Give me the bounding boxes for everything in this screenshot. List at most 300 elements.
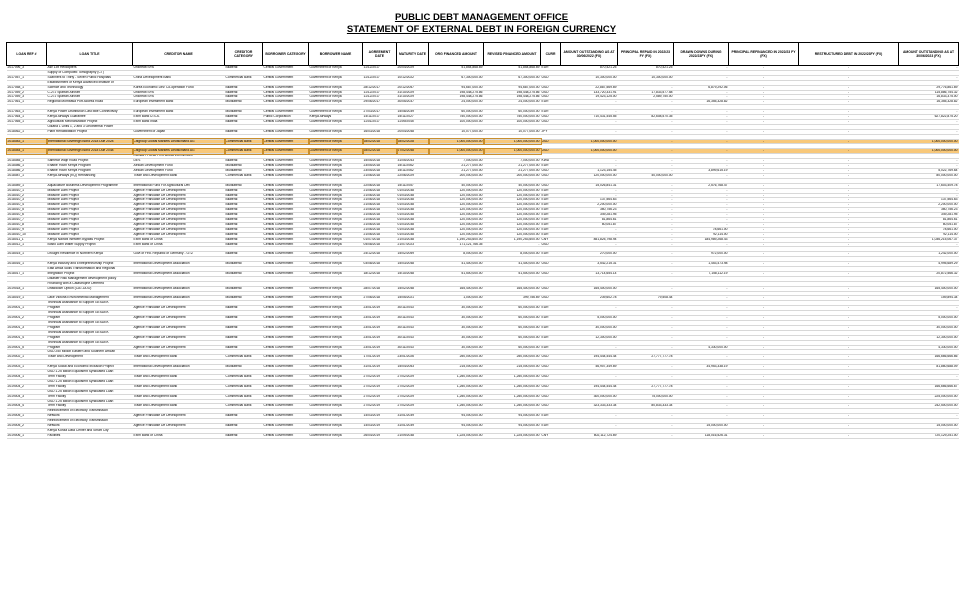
- table-cell: -: [674, 139, 729, 144]
- table-cell: CNY: [541, 433, 561, 438]
- table-cell: 92,114.00: [899, 232, 959, 237]
- table-cell: 30,000,000.00: [429, 345, 484, 350]
- table-cell: 250,000,000.00: [429, 355, 484, 360]
- table-cell: 17,833,577.58: [618, 90, 674, 95]
- table-cell: 2018016_1: [7, 262, 47, 267]
- table-cell: Aquaculture Business Development Programme: [47, 183, 133, 188]
- table-cell: 2017065_1: [7, 119, 47, 124]
- table-cell: 1,250,000,000.00: [484, 384, 541, 389]
- table-cell: 2019004_3: [7, 394, 47, 399]
- table-cell: Central Government: [263, 424, 309, 429]
- table-cell: -: [729, 75, 799, 80]
- report-subtitle: STATEMENT OF EXTERNAL DEBT IN FOREIGN CURRENCY: [346, 24, 617, 35]
- table-cell: 2018010_1: [7, 188, 47, 193]
- table-cell: Bilateral: [225, 218, 263, 223]
- table-cell: 28/02/2028: [397, 139, 429, 144]
- table-cell: Bilateral: [225, 85, 263, 90]
- table-cell: Bilateral: [225, 193, 263, 198]
- table-cell: Bilateral: [225, 90, 263, 95]
- table-cell: Government of Kenya: [309, 188, 363, 193]
- table-cell: 20/04/2029: [397, 66, 429, 71]
- table-cell: Commercial Bank: [225, 173, 263, 178]
- table-cell: -: [674, 119, 729, 124]
- table-cell: EUR: [541, 198, 561, 203]
- table-cell: Multilateral: [225, 183, 263, 188]
- table-cell: 51,854,868.69: [429, 66, 484, 71]
- table-cell: 41,400,000.00: [484, 262, 541, 267]
- table-cell: 1,250,000,000.00: [429, 384, 484, 389]
- table-cell: 1,000,000,000.00: [561, 149, 618, 154]
- table-cell: 81,864.61: [899, 218, 959, 223]
- table-cell: -: [561, 188, 618, 193]
- table-cell: 2019018_1: [7, 286, 47, 291]
- table-cell: Bilateral: [225, 232, 263, 237]
- table-cell: Agence Francaise De Development: [133, 227, 225, 232]
- table-cell: 15/11/2062: [397, 168, 429, 173]
- table-cell: 18/12/2018: [363, 271, 397, 276]
- table-cell: -: [729, 365, 799, 370]
- table-cell: Reinforcement of Electricity Transmission: [47, 409, 133, 414]
- table-cell: Unicredit SPA: [133, 95, 225, 100]
- table-cell: 30,000,000.00: [429, 335, 484, 340]
- table-cell: USD: [541, 271, 561, 276]
- table-cell: -: [618, 183, 674, 188]
- table-cell: Commercial Bank: [225, 149, 263, 154]
- table-cell: 27/02/2029: [397, 374, 429, 379]
- table-cell: Government of Kenya: [309, 374, 363, 379]
- table-cell: 01/03/2038: [397, 232, 429, 237]
- table-cell: AW 139 Helicopters: [47, 66, 133, 71]
- table-cell: 21/06/2018: [363, 188, 397, 193]
- table-cell: 92,114.00: [674, 232, 729, 237]
- table-cell: -: [799, 183, 899, 188]
- table-cell: -: [799, 424, 899, 429]
- table-cell: -: [799, 110, 899, 115]
- table-cell: Central Government: [263, 325, 309, 330]
- table-cell: 133,720,331.91: [561, 90, 618, 95]
- table-cell: Disaster Risk Management development policy: [47, 276, 133, 281]
- table-cell: 16,355,328.82: [674, 100, 729, 105]
- table-cell: Central Government: [263, 306, 309, 311]
- table-cell: -: [674, 296, 729, 301]
- table-cell: Technical Assistance to Support GESDEK: [47, 301, 133, 306]
- table-cell: Central Government: [263, 394, 309, 399]
- table-cell: -: [729, 208, 799, 213]
- table-cell: Public Corporation: [263, 115, 309, 120]
- table-cell: Government of Kenya: [309, 173, 363, 178]
- table-cell: Central Government: [263, 227, 309, 232]
- table-cell: 14/03/2019: [363, 414, 397, 419]
- table-cell: 115,886,754.32: [899, 90, 959, 95]
- table-cell: -: [729, 203, 799, 208]
- table-cell: 22/06/2018: [363, 183, 397, 188]
- table-cell: EUR: [541, 213, 561, 218]
- table-cell: Central Government: [263, 365, 309, 370]
- table-cell: 30,000,000.00: [899, 325, 959, 330]
- table-cell: -: [618, 208, 674, 213]
- table-cell: -: [674, 374, 729, 379]
- table-cell: -: [561, 345, 618, 350]
- table-cell: 8,000,000.00: [429, 252, 484, 257]
- table-cell: 15,000,000.00: [899, 424, 959, 429]
- table-cell: -: [729, 90, 799, 95]
- table-cell: -: [799, 296, 899, 301]
- table-cell: KWD: [541, 159, 561, 164]
- table-cell: 360,756.23: [561, 208, 618, 213]
- table-cell: 94,000,000.00: [429, 414, 484, 419]
- table-cell: Agence Francaise De Development: [133, 203, 225, 208]
- table-cell: Central Government: [263, 316, 309, 321]
- table-cell: -: [799, 159, 899, 164]
- table-cell: 165,400,000.00: [561, 286, 618, 291]
- table-cell: Establishment of Kenya Advanced Institute of: [47, 80, 133, 85]
- table-cell: Network: [47, 424, 133, 429]
- table-cell: Agricultural Mechanization Project: [47, 119, 133, 124]
- table-cell: Government of Kenya: [309, 433, 363, 438]
- table-cell: EUR: [541, 188, 561, 193]
- table-cell: International Sovereign Bond 2018 Due 2028: [47, 139, 133, 144]
- table-cell: Central Government: [263, 414, 309, 419]
- table-cell: 184,989,268.43: [674, 237, 729, 242]
- table-cell: 30/11/2043: [397, 335, 429, 340]
- table-cell: 80,000,000.00: [899, 173, 959, 178]
- table-cell: 21/06/2018: [363, 222, 397, 227]
- table-cell: 2018010_6: [7, 213, 47, 218]
- table-cell: 27/02/2029: [397, 404, 429, 409]
- table-cell: 30/11/2043: [397, 316, 429, 321]
- table-cell: -: [729, 232, 799, 237]
- table-cell: 67,300,000.00: [484, 75, 541, 80]
- table-cell: 40,000,000.00: [618, 173, 674, 178]
- table-cell: Agence Francaise De Development: [133, 193, 225, 198]
- table-cell: -: [674, 149, 729, 154]
- table-cell: 15/10/2048: [397, 271, 429, 276]
- table-cell: International Development Association: [133, 271, 225, 276]
- table-cell: 120,000,000.00: [484, 227, 541, 232]
- table-cell: 16,355,328.82: [899, 100, 959, 105]
- table-cell: Govt of Fed. Republic of Germany - GTZ: [133, 252, 225, 257]
- table-cell: -: [674, 173, 729, 178]
- table-cell: USD 1.25 Billion Equivalent Syndicated Loan: [47, 389, 133, 394]
- table-cell: Government of Kenya: [309, 394, 363, 399]
- table-cell: Program: [47, 316, 133, 321]
- table-cell: Multilateral: [225, 365, 263, 370]
- table-cell: -: [561, 242, 618, 247]
- table-cell: 11/01/2017: [363, 119, 397, 124]
- table-cell: 2,576,768.47: [674, 183, 729, 188]
- table-cell: -: [674, 394, 729, 399]
- table-cell: -: [799, 374, 899, 379]
- table-cell: Government of Kenya: [309, 213, 363, 218]
- table-cell: Central Government: [263, 90, 309, 95]
- table-cell: 8,000,000.00: [484, 252, 541, 257]
- table-cell: USD: [541, 296, 561, 301]
- table-cell: -: [799, 325, 899, 330]
- table-cell: -: [618, 262, 674, 267]
- table-cell: -: [729, 306, 799, 311]
- table-cell: 4,330,000.00: [899, 345, 959, 350]
- table-cell: -: [899, 159, 959, 164]
- table-cell: Government of Kenya: [309, 193, 363, 198]
- table-cell: Central Government: [263, 271, 309, 276]
- table-cell: -: [729, 159, 799, 164]
- table-cell: Bilateral: [225, 252, 263, 257]
- table-cell: -: [674, 75, 729, 80]
- table-cell: -: [729, 198, 799, 203]
- table-cell: 2018083_1: [7, 139, 47, 144]
- table-cell: 2019001_5: [7, 345, 47, 350]
- table-cell: Central Government: [263, 188, 309, 193]
- table-cell: 349,281.95: [561, 213, 618, 218]
- table-cell: 21/06/2018: [363, 218, 397, 223]
- table-cell: Bilateral: [225, 115, 263, 120]
- table-cell: 1,000,000,000.00: [899, 149, 959, 154]
- table-cell: 1,453,473.98: [674, 262, 729, 267]
- table-cell: 60,000,000.00: [484, 110, 541, 115]
- table-cell: Term Facility: [47, 394, 133, 399]
- table-cell: 100,000,000.00: [484, 119, 541, 124]
- table-cell: -: [561, 232, 618, 237]
- table-cell: Government of Kenya: [309, 100, 363, 105]
- table-cell: 81,864.61: [561, 218, 618, 223]
- table-cell: -: [729, 286, 799, 291]
- table-cell: Central Government: [263, 66, 309, 71]
- table-cell: 16,833,375.00: [899, 95, 959, 100]
- table-cell: 11/12/2017: [363, 95, 397, 100]
- table-cell: 120,000,000.00: [429, 227, 484, 232]
- table-cell: 10,077,000.00: [484, 129, 541, 134]
- table-cell: -: [729, 335, 799, 340]
- table-cell: -: [729, 345, 799, 350]
- table-cell: Central Government: [263, 159, 309, 164]
- table-cell: Kenya Airways: [309, 115, 363, 120]
- table-cell: 04/08/2018: [363, 242, 397, 247]
- table-cell: 01/03/2038: [397, 198, 429, 203]
- table-cell: Kenya Social and Economic Inclusion Project: [47, 365, 133, 370]
- table-cell: Government of Kenya: [309, 404, 363, 409]
- table-cell: Government of Kenya: [309, 262, 363, 267]
- table-cell: Government of Kenya: [309, 110, 363, 115]
- table-cell: -: [799, 227, 899, 232]
- table-cell: 5,022,769.64: [899, 168, 959, 173]
- table-cell: -: [618, 286, 674, 291]
- table-cell: Government of Kenya: [309, 222, 363, 227]
- table-cell: 120,000,000.00: [484, 218, 541, 223]
- table-cell: 750,000,000.00: [484, 115, 541, 120]
- table-cell: -: [618, 222, 674, 227]
- table-cell: Government of Kenya: [309, 232, 363, 237]
- table-cell: 166,666,666.66: [899, 355, 959, 360]
- table-cell: Technical Assistance to Support GESDEK: [47, 321, 133, 326]
- table-cell: Enable Youth Kenya Program: [47, 168, 133, 173]
- table-cell: 21,277,000.00: [484, 164, 541, 169]
- table-cell: -: [729, 355, 799, 360]
- table-cell: 27/02/2019: [363, 394, 397, 399]
- table-cell: 94,687,000.00: [429, 85, 484, 90]
- table-cell: 80,833,333.34: [618, 404, 674, 409]
- table-cell: -: [618, 232, 674, 237]
- table-cell: 29,776,861.69: [899, 85, 959, 90]
- table-cell: 01/03/2038: [397, 203, 429, 208]
- table-cell: Bilateral: [225, 213, 263, 218]
- table-cell: -: [729, 414, 799, 419]
- table-cell: 627,822,875.20: [899, 115, 959, 120]
- table-cell: 30,000,000.00: [429, 306, 484, 311]
- table-cell: 2019006_1: [7, 433, 47, 438]
- table-cell: -: [729, 85, 799, 90]
- table-cell: -: [799, 242, 899, 247]
- table-cell: 19,423,125.00: [561, 95, 618, 100]
- table-cell: USD: [541, 242, 561, 247]
- table-cell: Agence Francaise De Development: [133, 222, 225, 227]
- table-cell: 3,542,215.31: [561, 262, 618, 267]
- table-cell: -: [899, 188, 959, 193]
- table-cell: Bosto Dam Water Supply Project: [47, 242, 133, 247]
- table-cell: Government of Kenya: [309, 159, 363, 164]
- table-cell: 2019001_2: [7, 316, 47, 321]
- table-cell: -: [899, 110, 959, 115]
- table-cell: 4,330,000.00: [674, 345, 729, 350]
- table-cell: 2,589,750.00: [618, 95, 674, 100]
- table-cell: EUR: [541, 345, 561, 350]
- table-cell: USD 250 Million Eastern and Southern African: [47, 350, 133, 355]
- table-cell: 60,000,000.00: [484, 316, 541, 321]
- table-cell: 60,051.87: [899, 222, 959, 227]
- table-cell: -: [618, 85, 674, 90]
- table-cell: USD: [541, 95, 561, 100]
- table-cell: 1,000,000.00: [429, 296, 484, 301]
- table-cell: 46,907,349.69: [561, 365, 618, 370]
- table-cell: Lake Victoria Environmental Management: [47, 296, 133, 301]
- table-cell: 21,277,000.00: [484, 168, 541, 173]
- table-cell: International Development Association: [133, 365, 225, 370]
- table-cell: USD: [541, 85, 561, 90]
- table-cell: 120,000,000.00: [429, 193, 484, 198]
- table-cell: Commercial Bank: [225, 384, 263, 389]
- table-cell: Central Government: [263, 95, 309, 100]
- table-cell: 34,953,338.19: [674, 365, 729, 370]
- table-cell: Central Government: [263, 355, 309, 360]
- table-cell: -: [729, 168, 799, 173]
- table-cell: 2019004_2: [7, 384, 47, 389]
- table-cell: -: [899, 374, 959, 379]
- table-cell: 11/12/2017: [363, 90, 397, 95]
- table-cell: 100,000,000.00: [429, 119, 484, 124]
- table-cell: Trade and Development Bank: [133, 173, 225, 178]
- table-cell: Government of Kenya: [309, 227, 363, 232]
- table-cell: 2019001_4: [7, 335, 47, 340]
- table-cell: -: [799, 237, 899, 242]
- table-cell: 166,666,666.67: [899, 384, 959, 389]
- table-cell: -: [618, 237, 674, 242]
- table-cell: -: [799, 394, 899, 399]
- table-cell: -: [674, 213, 729, 218]
- table-cell: 349,281.95: [899, 213, 959, 218]
- table-cell: 2018010_8: [7, 222, 47, 227]
- table-cell: 120,000,000.00: [429, 208, 484, 213]
- table-cell: 51,854,868.69: [484, 66, 541, 71]
- table-cell: 2018085_1: [7, 159, 47, 164]
- table-cell: -: [618, 188, 674, 193]
- table-cell: Central Government: [263, 75, 309, 80]
- table-cell: -: [674, 325, 729, 330]
- table-cell: 120,000,000.00: [429, 232, 484, 237]
- table-cell: Agence Francaise De Development: [133, 316, 225, 321]
- table-cell: -: [674, 384, 729, 389]
- table-cell: 11/09/2045: [397, 119, 429, 124]
- table-cell: Central Government: [263, 384, 309, 389]
- table-cell: Multilateral: [225, 262, 263, 267]
- table-cell: -: [674, 218, 729, 223]
- table-cell: -: [618, 227, 674, 232]
- table-cell: 5,000,000.00: [561, 316, 618, 321]
- table-cell: -: [799, 149, 899, 154]
- table-cell: Multilateral: [225, 271, 263, 276]
- table-cell: 01/03/2038: [397, 222, 429, 227]
- table-cell: 27/02/2019: [363, 384, 397, 389]
- table-cell: Central Government: [263, 110, 309, 115]
- table-cell: 710,431,445.55: [561, 115, 618, 120]
- table-cell: -: [899, 414, 959, 419]
- table-cell: -: [484, 242, 541, 247]
- table-cell: 23/05/2018: [363, 164, 397, 169]
- table-cell: 225,000,000.00: [899, 394, 959, 399]
- table-cell: Bilateral: [225, 198, 263, 203]
- table-cell: Technical Assistance to Support GESDEK: [47, 330, 133, 335]
- table-cell: Central Government: [263, 262, 309, 267]
- table-cell: 16/03/2018: [363, 129, 397, 134]
- table-cell: -: [674, 306, 729, 311]
- table-cell: Bilateral: [225, 222, 263, 227]
- table-cell: -: [618, 168, 674, 173]
- table-cell: -: [799, 193, 899, 198]
- table-cell: 21/09/2038: [397, 433, 429, 438]
- table-cell: -: [674, 159, 729, 164]
- table-cell: Central Government: [263, 237, 309, 242]
- table-cell: 22,887,569.69: [561, 85, 618, 90]
- table-cell: 24,000,000.00: [429, 100, 484, 105]
- table-cell: 194,444,444.44: [561, 384, 618, 389]
- table-cell: 24,000,000.00: [484, 100, 541, 105]
- table-cell: 12,300,000.00: [899, 335, 959, 340]
- table-cell: 1,000,000,000.00: [429, 139, 484, 144]
- table-cell: 21/06/2018: [363, 203, 397, 208]
- table-cell: Korea Economic Dev. Co-operation Fund: [133, 85, 225, 90]
- column-header: CURR: [541, 43, 561, 66]
- table-cell: DEV.: [133, 159, 225, 164]
- table-cell: -: [674, 115, 729, 120]
- table-cell: EUR: [541, 252, 561, 257]
- table-cell: -: [799, 129, 899, 134]
- table-cell: 2018010_10: [7, 232, 47, 237]
- table-cell: 120,000,000.00: [429, 218, 484, 223]
- table-cell: 2018017_1: [7, 271, 47, 276]
- table-cell: 60,000,000.00: [484, 325, 541, 330]
- table-cell: 2019001_1: [7, 306, 47, 311]
- table-cell: 67,300,000.00: [429, 75, 484, 80]
- table-cell: 31/05/2043: [397, 159, 429, 164]
- table-cell: 20,872,566.32: [899, 271, 959, 276]
- table-cell: -: [729, 252, 799, 257]
- table-cell: -: [899, 129, 959, 134]
- table-cell: -: [618, 203, 674, 208]
- column-header: BORROWER NAME: [309, 43, 363, 66]
- table-cell: 2018086_1: [7, 164, 47, 169]
- table-cell: USD 1.25 Billion Equivalent Syndicated Loan: [47, 399, 133, 404]
- table-cell: 21/06/2018: [363, 213, 397, 218]
- table-cell: -: [674, 66, 729, 71]
- table-cell: Government of Kenya: [309, 218, 363, 223]
